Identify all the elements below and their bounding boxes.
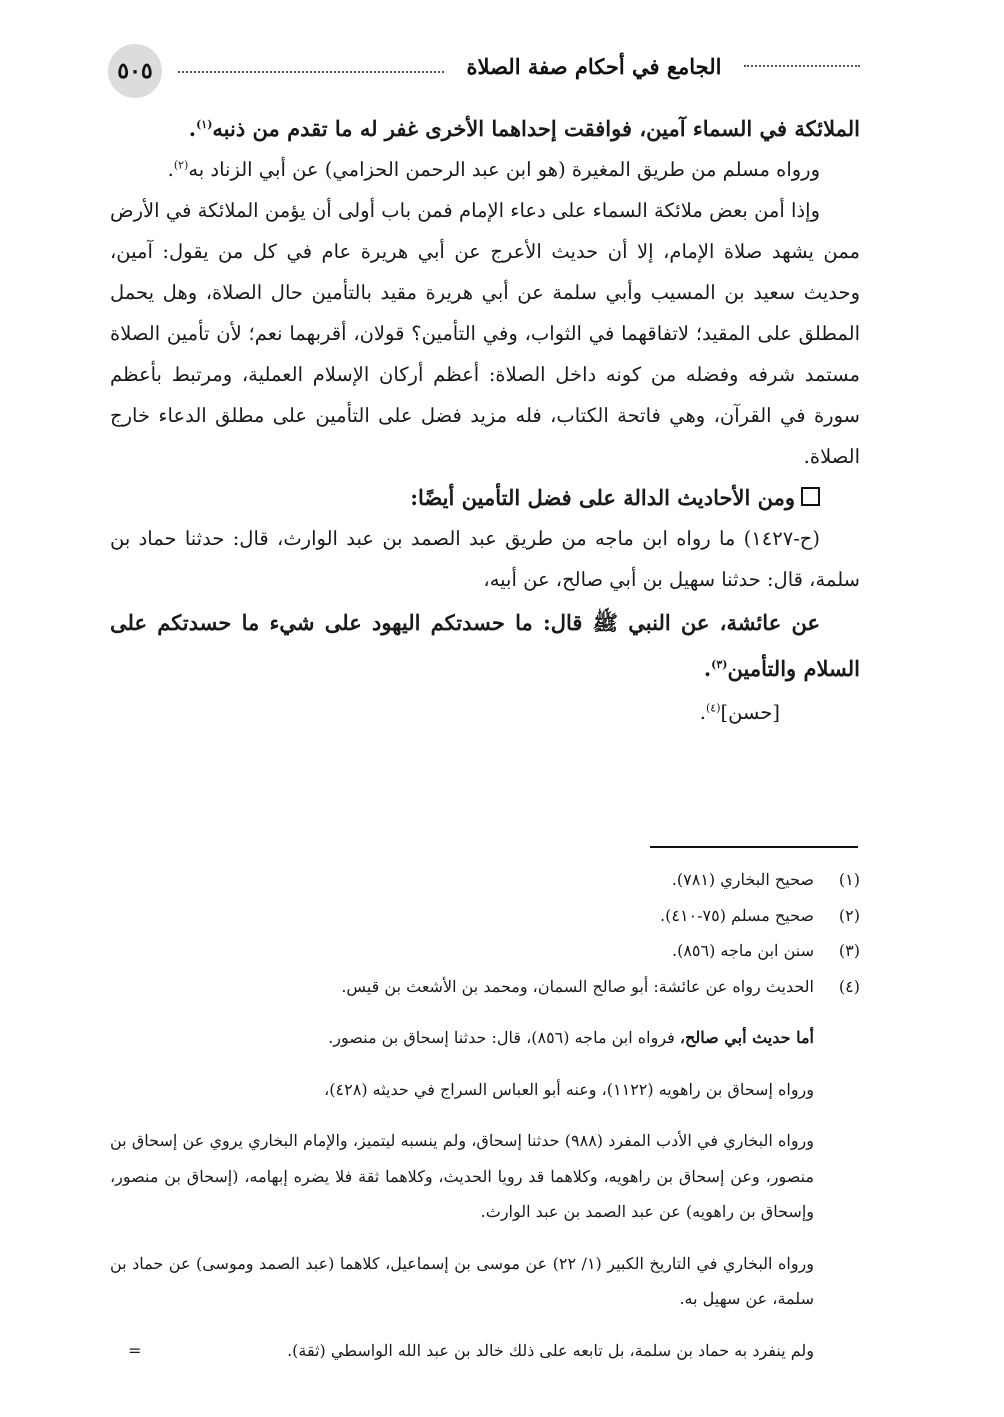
footnote-4-bold-lead: أما حديث أبي صالح، (679, 1028, 814, 1047)
footnote-ref-4: (٤) (705, 701, 721, 715)
header-dotted-rule-right (744, 65, 860, 67)
footnote-4 (110, 969, 860, 1005)
footnote-text: صحيح مسلم (٧٥-٤١٠). (660, 905, 814, 925)
footnote-separator (650, 846, 858, 848)
footnote-ref-1: (١) (196, 118, 213, 131)
continuation-mark: = (128, 1340, 142, 1360)
footnote-4-bukhari-adab: ورواه البخاري في الأدب المفرد (٩٨٨) حدثنا إسحاق، ولم ينسبه ليتميز، والإمام البخاري يروي عن إسحاق بن منصور، وعن إسحاق بن راهويه، وكلاهما قد رويا الحديث، وكلاهما ثقة فلا يضره إبهامه، (إسحاق بن منصور، وإسحاق بن راهويه) عن عبد الصمد بن عبد الوارث. (110, 1131, 815, 1221)
footnote-ref-3: (٣) (711, 658, 728, 671)
square-bullet-icon (801, 487, 820, 506)
header-dotted-rule-left (178, 71, 444, 73)
footnote-4-after-bold: فرواه ابن ماجه (٨٥٦)، قال: حدثنا إسحاق بن منصور. (328, 1028, 680, 1047)
paragraph-discussion: وإذا أمن بعض ملائكة السماء على دعاء الإمام فمن باب أولى أن يؤمن الملائكة في الأرض ممن يشهد صلاة الإمام، إلا أن حديث الأعرج عن أبي هريرة عام في كل من يقول: آمين، وحديث سعيد بن المسيب وأبي سلمة عن أبي هريرة مقيد بالتأمين حال الصلاة، وهل يحمل المطلق على المقيد؛ لاتفاقهما في الثواب، وفي التأمين؟ قولان، أقربهما نعم؛ لأن تأمين الصلاة مستمد شرفه وفضله من كونه داخل الصلاة: أعظم أركان الإسلام العملية، ومرتبط بأعظم سورة في القرآن، وهي فاتحة الكتاب، فله مزيد فضل على التأمين على مطلق الدعاء خارج الصلاة. (110, 199, 860, 468)
footnote-4-hammad: ولم ينفرد به حماد بن سلمة، بل تابعه على ذلك خالد بن عبد الله الواسطي (ثقة). (287, 1340, 814, 1360)
footnote-text: صحيح البخاري (٧٨١). (671, 870, 814, 889)
footnote-3 (110, 933, 860, 969)
footnote-number: (٢) (838, 905, 860, 925)
hadith-chain: (ح-١٤٢٧) ما رواه ابن ماجه من طريق عبد الصمد بن عبد الوارث، قال: حدثنا حماد بن سلمة، قال: حدثنا سهيل بن أبي صالح، عن أبيه، (110, 527, 860, 591)
footnote-number: (١) (838, 870, 860, 889)
hadith-continuation: الملائكة في السماء آمين، فوافقت إحداهما الأخرى غفر له ما تقدم من ذنبه$^{(١)}$. (188, 116, 860, 141)
footnote-2 (110, 898, 860, 934)
footnote-ref-2: (٢) (173, 158, 189, 172)
paragraph-muslim: ورواه مسلم من طريق المغيرة (هو ابن عبد الرحمن الحزامي) عن أبي الزناد به$^{(٢)}$. (167, 158, 820, 181)
footnote-number: (٣) (838, 941, 860, 960)
hadith-continuation-text: الملائكة في السماء آمين، فوافقت إحداهما الأخرى غفر له ما تقدم من ذنبه (212, 116, 860, 141)
footnote-4-bukhari-tarikh: ورواه البخاري في التاريخ الكبير (١/ ٢٢) عن موسى بن إسماعيل، كلاهما (عبد الصمد وموسى) عن حماد بن سلمة، عن سهيل به. (110, 1253, 814, 1308)
hadith-text-body: عن عائشة، عن النبي ﷺ قال: ما حسدتكم اليهود على شيء ما حسدتكم على السلام والتأمين (110, 610, 860, 681)
hadith-grade-text: [حسن] (720, 701, 780, 724)
footnote-4-final-line (110, 1333, 860, 1369)
main-text (110, 108, 860, 733)
footnote-text: سنن ابن ماجه (٨٥٦). (671, 941, 814, 960)
section-heading (110, 477, 860, 518)
footnotes (110, 862, 860, 1368)
page-header (108, 42, 860, 98)
section-heading-text: ومن الأحاديث الدالة على فضل التأمين أيضًا: (410, 485, 795, 510)
page-number: ٥٠٥ (117, 58, 153, 84)
page-number-badge (108, 44, 162, 98)
footnote-4-continued (110, 1020, 860, 1317)
footnote-4-ishaq: ورواه إسحاق بن راهويه (١١٢٢)، وعنه أبو العباس السراج في حديثه (٤٢٨)، (324, 1079, 814, 1099)
paragraph-muslim-text: ورواه مسلم من طريق المغيرة (هو ابن عبد الرحمن الحزامي) عن أبي الزناد به (188, 158, 820, 181)
footnote-number: (٤) (838, 976, 860, 996)
hadith-text: عن عائشة، عن النبي ﷺ قال: ما حسدتكم اليهود على شيء ما حسدتكم على السلام والتأمين$^{(٣)}$. (110, 610, 860, 681)
footnote-4-abu-salih (110, 1020, 814, 1056)
book-title: الجامع في أحكام صفة الصلاة (466, 54, 722, 79)
hadith-grade: [حسن]$^{(٤)}$. (699, 701, 780, 724)
footnote-text: الحديث رواه عن عائشة: أبو صالح السمان، ومحمد بن الأشعث بن قيس. (341, 976, 814, 996)
footnote-1 (110, 862, 860, 898)
